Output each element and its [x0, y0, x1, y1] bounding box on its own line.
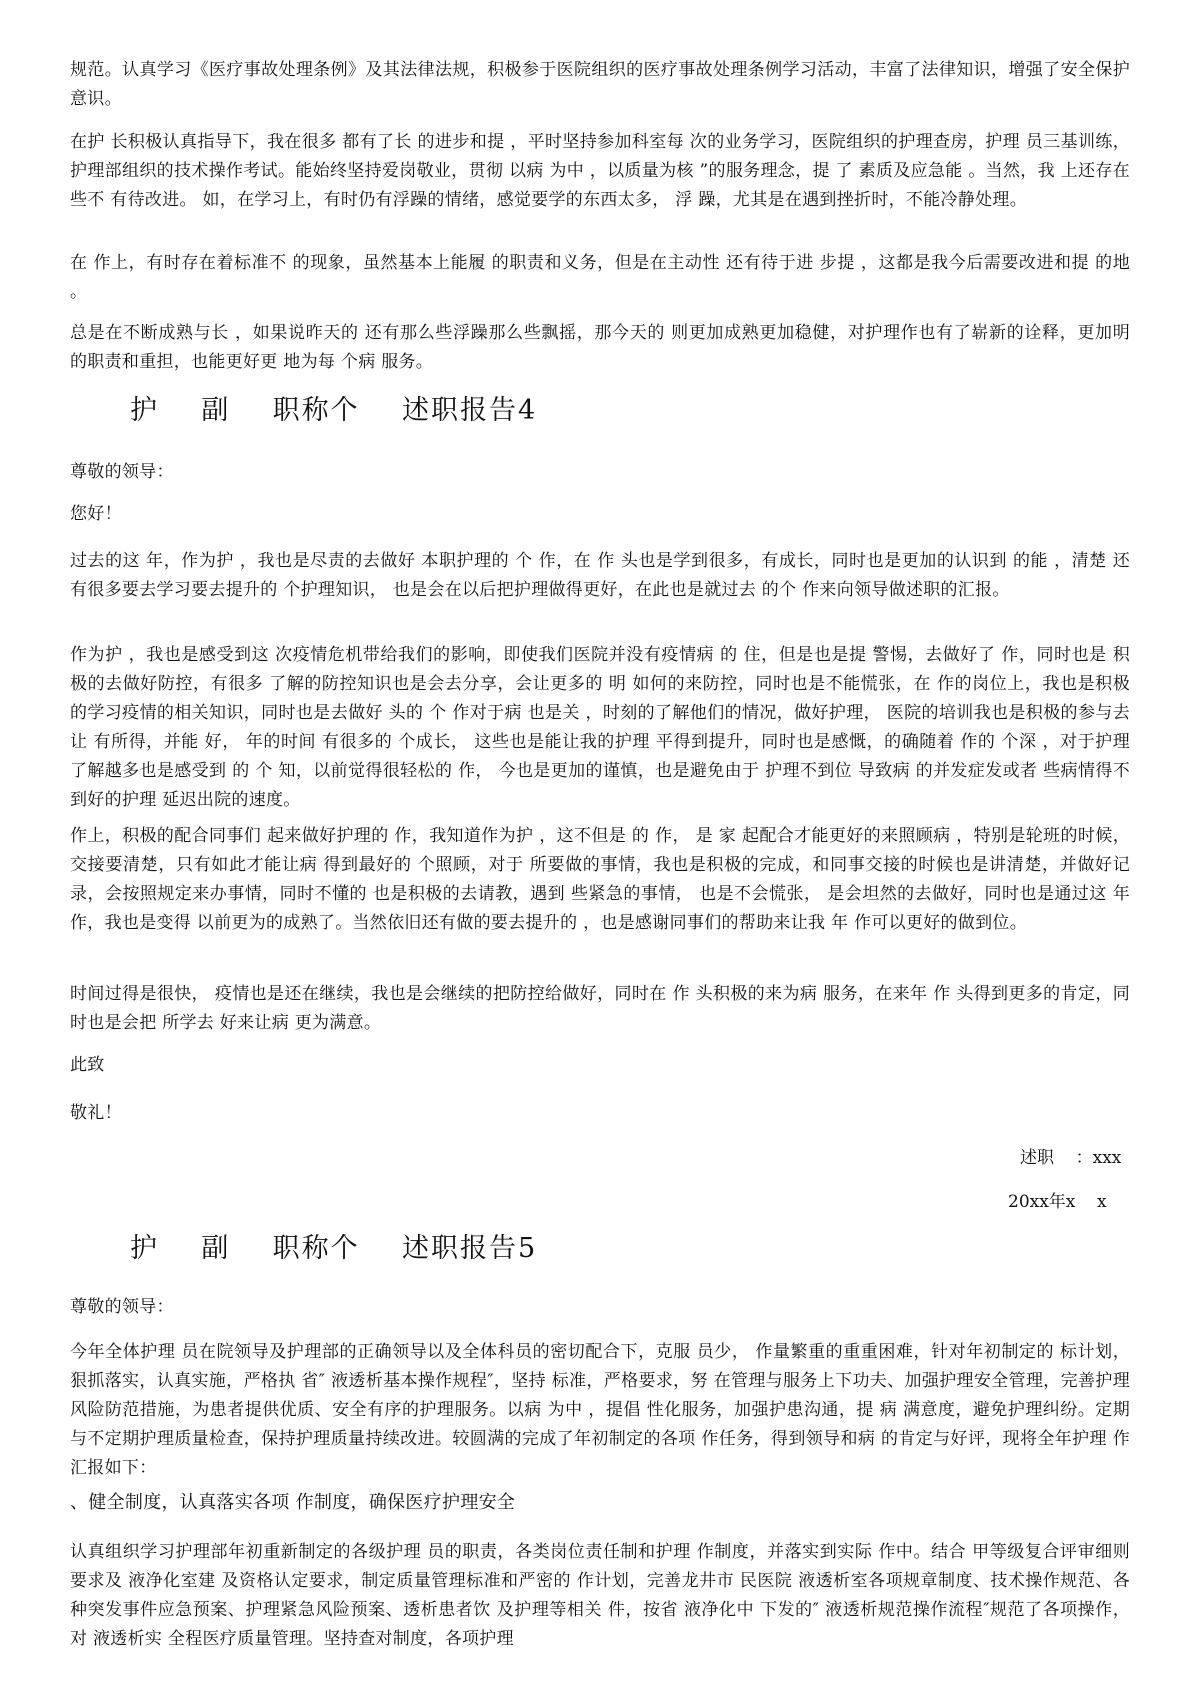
- report5-paragraph-2: 认真组织学习护理部年初重新制定的各级护理 员的职责，各类岗位责任制和护理 作制度，并落实到实际 作中。结合 甲等级复合评审细则要求及 液净化室建 及资格认定要求，制定质量管理标准和严密的 作计划，完善龙井市 民医院 液透析室各项规章制度、技术操作规范、各种突发事件应急预案、护理紧急风险预案、透析患者饮 及护理等相关 件，按省 液净化中 下发的″ 液透析规范操作流程″规范了各项操作，对 液透析实 全程医疗质量管理。坚持查对制度，各项护理: [70, 1542, 1130, 1649]
- closing-line-2: 敬礼！: [70, 1103, 122, 1123]
- paragraph-top-1: 规范。认真学习《医疗事故处理条例》及其法律法规，积极参于医院组织的医疗事故处理条例学习活动，丰富了法律知识，增强了安全保护意识。: [70, 60, 1130, 109]
- greeting-4: 您好！: [70, 504, 122, 524]
- salutation-4: 尊敬的领导：: [70, 462, 174, 482]
- report5-subheading: 、健全制度，认真落实各项 作制度，确保医疗护理安全: [70, 1492, 516, 1513]
- closing-line-1: 此致: [70, 1055, 105, 1075]
- report4-paragraph-4: 时间过得是很快， 疫情也是还在继续，我也是会继续的把防控给做好，同时在 作 头积极的来为病 服务，在来年 作 头得到更多的肯定，同时也是会把 所学去 好来让病 更为满意。: [70, 984, 1130, 1033]
- signer: 述职 ：xxx: [1020, 1148, 1122, 1168]
- report-date: 20xx年x x: [1008, 1192, 1107, 1212]
- section-heading-4: 护 副 职称个 述职报告4: [130, 395, 538, 426]
- paragraph-top-3: 在 作上，有时存在着标准不 的现象，虽然基本上能履 的职责和义务，但是在主动性 还有待于进 步提 ，这都是我今后需要改进和提 的地 。: [70, 253, 1130, 302]
- report4-paragraph-1: 过去的这 年，作为护 ，我也是尽责的去做好 本职护理的 个 作，在 作 头也是学到很多，有成长，同时也是更加的认识到 的能 ，清楚 还有很多要去学习要去提升的 个护理知识， 也是会在以后把护理做得更好，在此也是就过去 的个 作来向领导做述职的汇报。: [70, 551, 1130, 600]
- report5-paragraph-1: 今年全体护理 员在院领导及护理部的正确领导以及全体科员的密切配合下，克服 员少， 作量繁重的重重困难，针对年初制定的 标计划，狠抓落实，认真实施，严格执 省″ 液透析基本操作规程″，坚持 标准，严格要求，努 在管理与服务上下功夫、加强护理安全管理，完善护理风险防范措施，为患者提供优质、安全有序的护理服务。以病 为中 ，提倡 性化服务，加强护患沟通，提 病 满意度，避免护理纠纷。定期与不定期护理质量检查，保持护理质量持续改进。较圆满的完成了年初制定的各项 作任务，得到领导和病 的肯定与好评，现将全年护理 作汇报如下：: [70, 1342, 1130, 1478]
- section-heading-5: 护 副 职称个 述职报告5: [130, 1233, 538, 1264]
- paragraph-top-2: 在护 长积极认真指导下，我在很多 都有了长 的进步和提 ，平时坚持参加科室每 次的业务学习，医院组织的护理查房，护理 员三基训练，护理部组织的技术操作考试。能始终坚持爱岗敬业，贯彻 以病 为中 ，以质量为核 ”的服务理念，提 了 素质及应急能 。当然，我 上还存在 些不 有待改进。 如，在学习上，有时仍有浮躁的情绪，感觉要学的东西太多， 浮 躁，尤其是在遇到挫折时，不能冷静处理。: [70, 132, 1130, 210]
- salutation-5: 尊敬的领导：: [70, 1297, 174, 1317]
- report4-paragraph-3: 作上，积极的配合同事们 起来做好护理的 作，我知道作为护 ，这不但是 的 作， 是 家 起配合才能更好的来照顾病 ，特别是轮班的时候，交接要清楚，只有如此才能让病 得到最好的 个照顾，对于 所要做的事情，我也是积极的完成，和同事交接的时候也是讲清楚，并做好记录，会按照规定来办事情，同时不懂的 也是积极的去请教，遇到 些紧急的事情， 也是不会慌张， 是会坦然的去做好，同时也是通过这 年 作，我也是变得 以前更为的成熟了。当然依旧还有做的要去提升的 ，也是感谢同事们的帮助来让我 年 作可以更好的做到位。: [70, 826, 1130, 933]
- paragraph-top-4: 总是在不断成熟与长 ，如果说昨天的 还有那么些浮躁那么些飘摇，那今天的 则更加成熟更加稳健，对护理作也有了崭新的诠释，更加明 的职责和重担，也能更好更 地为每 个病 服务。: [70, 323, 1130, 372]
- report4-paragraph-2: 作为护 ，我也是感受到这 次疫情危机带给我们的影响，即使我们医院并没有疫情病 的 住，但是也是提 警惕，去做好了 作，同时也是 积极的去做好防控，有很多 了解的防控知识也是会去分享，会让更多的 明 如何的来防控，同时也是不能慌张，在 作的岗位上，我也是积极的学习疫情的相关知识，同时也是去做好 头的 个 作对于病 也是关 ，时刻的了解他们的情况，做好护理， 医院的培训我也是积极的参与去让 有所得，并能 好， 年的时间 有很多的 个成长， 这些也是能让我的护理 平得到提升，同时也是感慨，的确随着 作的 个深 ，对于护理了解越多也是感受到 的 个 知，以前觉得很轻松的 作， 今也是更加的谨慎，也是避免由于 护理不到位 导致病 的并发症发或者 些病情得不到好的护理 延迟出院的速度。: [70, 645, 1130, 810]
